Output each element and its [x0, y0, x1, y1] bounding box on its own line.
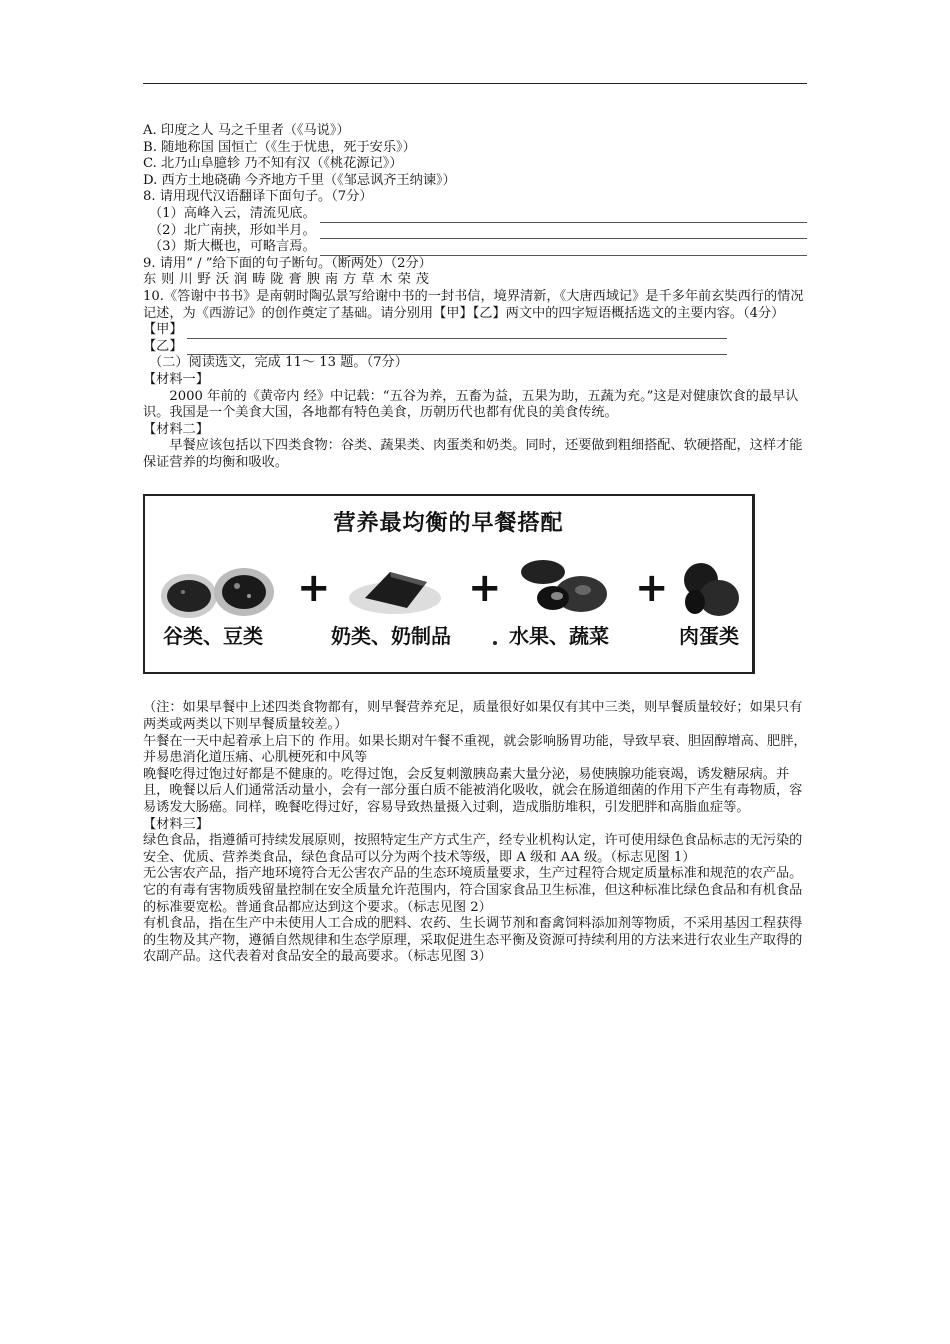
q10-text: 10.《答谢中书书》是南朝时陶弘景写给谢中书的一封书信，境界清新，《大唐西域记》是千多年前玄奘西行的情况记述，为《西游记》的创作奠定了基础。请分别用【甲】【乙】两文中的四字短语概括选文的主要内容。（4分）: [143, 288, 804, 321]
label-fruits: 水果、蔬菜: [509, 624, 609, 649]
fruits-image: [513, 554, 613, 626]
pollution-free-paragraph: 无公害农产品，指产地环境符合无公害农产品的生态环境质量要求，生产过程符合规定质量标准和规范的农产品。它的有毒有害物质残留量控制在安全质量允许范围内，符合国家食品卫生标准，但这种标准比绿色食品和有机食品的标准要宽松。普通食品都应达到这个要求。（标志见图 2）: [143, 866, 803, 915]
breakfast-figure: [143, 494, 755, 674]
organic-food-paragraph: 有机食品，指在生产中未使用人工合成的肥料、农药、生长调节剂和畜禽饲料添加剂等物质，不采用基因工程获得的生物及其产物，遵循自然规律和生态学原理，采取促进生态平衡及资源可持续利用的方法来进行农业生产取得的农副产品。这代表着对食品安全的最高要求。（标志见图 3）: [143, 916, 803, 965]
q8-prompt: 8. 请用现代汉语翻译下面句子。（7分）: [143, 189, 373, 205]
q9-prompt: 9. 请用“ / ”给下面的句子断句。（断两处）（2分）: [143, 255, 432, 271]
material-3-heading: 【材料三】: [143, 816, 209, 832]
q8-item-3-text: （3）斯大概也，可略言焉。: [149, 239, 316, 255]
answer-blank[interactable]: [320, 245, 807, 256]
plus-sign: +: [297, 565, 331, 612]
q9-sentence: 东则川野沃润畴陇膏腴南方草木荣茂: [143, 272, 434, 288]
q8-item-1-text: （1）高峰入云，清流见底。: [149, 205, 316, 221]
plus-sign: +: [468, 565, 502, 612]
option-a: A. 印度之人 马之千里者（《马说》）: [143, 123, 350, 138]
label-dairy: 奶类、奶制品: [331, 624, 451, 649]
answer-blank[interactable]: [320, 212, 807, 223]
meat-eggs-image: [679, 558, 743, 626]
material-2-heading: 【材料二】: [143, 421, 209, 437]
option-b: B. 随地称国 国恒亡（《生于忧患，死于安乐》）: [143, 139, 416, 155]
dairy-image: [345, 560, 445, 624]
answer-blank[interactable]: [320, 228, 807, 239]
document-body: [143, 123, 807, 966]
option-d: D. 西方土地硗确 今齐地方千里（《邹忌讽齐王纳谏》）: [143, 172, 456, 188]
section-2-heading: （二）阅读选文，完成 11～ 13 题。（7分）: [149, 355, 408, 371]
material-1-body: 2000 年前的《黄帝内 经》中记载：“五谷为养，五畜为益，五果为助，五蔬为充。”这是对健康饮食的最早认识。我国是一个美食大国，各地都有特色美食，历朝历代也都有优良的美食传统。: [143, 388, 799, 421]
lunch-paragraph: 午餐在一天中起着承上启下的 作用。如果长期对午餐不重视，就会影响肠胃功能，导致早衰、胆固醇增高、肥胖，并易患消化道压痛、心肌梗死和中风等: [143, 733, 807, 766]
q8-item-2-text: （2）北广南挟，形如半月。: [149, 222, 316, 238]
q10-yi-label: 【乙】: [143, 338, 183, 354]
stray-dot: [493, 641, 497, 645]
answer-blank[interactable]: [187, 328, 727, 339]
q8-item-1: [143, 206, 807, 223]
header-rule: [143, 83, 807, 84]
q8-item-3: [143, 239, 807, 256]
figure-title: 营养最均衡的早餐搭配: [333, 511, 564, 537]
note-paragraph: （注：如果早餐中上述四类食物都有，则早餐营养充足，质量很好如果仅有其中三类，则早餐质量较好；如果只有两类或两类以下则早餐质量较差。）: [143, 700, 803, 733]
option-c: C. 北乃山阜臆轸 乃不知有汉（《桃花源记》）: [143, 156, 403, 172]
dinner-paragraph: 晚餐吃得过饱过好都是不健康的。吃得过饱，会反复刺激胰岛素大量分泌，易使胰腺功能衰竭，诱发糖尿病。并且，晚餐以后人们通常活动量小，会有一部分蛋白质不能被消化吸收，就会在肠道细菌的作用下产生有毒物质，容易诱发大肠癌。同样，晚餐吃得过好，容易导致热量摄入过剩，造成脂肪堆积，引发肥胖和高脂血症等。: [143, 766, 803, 816]
q8-item-2: [143, 223, 807, 240]
material-1-heading: 【材料一】: [143, 371, 209, 387]
q10-yi: [143, 339, 807, 356]
label-grains: 谷类、豆类: [163, 624, 263, 649]
material-2-body: 早餐应该包括以下四类食物：谷类、蔬果类、肉蛋类和奶类。同时，还要做到粗细搭配、软硬搭配，这样才能保证营养的均衡和吸收。: [143, 438, 803, 470]
label-meat-eggs: 肉蛋类: [679, 624, 739, 649]
q10-jia: [143, 322, 807, 339]
q10-jia-label: 【甲】: [143, 322, 183, 338]
grains-image: [159, 560, 277, 628]
answer-blank[interactable]: [187, 344, 727, 355]
plus-sign: +: [635, 565, 669, 612]
green-food-paragraph: 绿色食品，指遵循可持续发展原则，按照特定生产方式生产，经专业机构认定，许可使用绿色食品标志的无污染的安全、优质、营养类食品，绿色食品可以分为两个技术等级，即 A 级和 AA 级。（标志见图 1）: [143, 833, 803, 865]
